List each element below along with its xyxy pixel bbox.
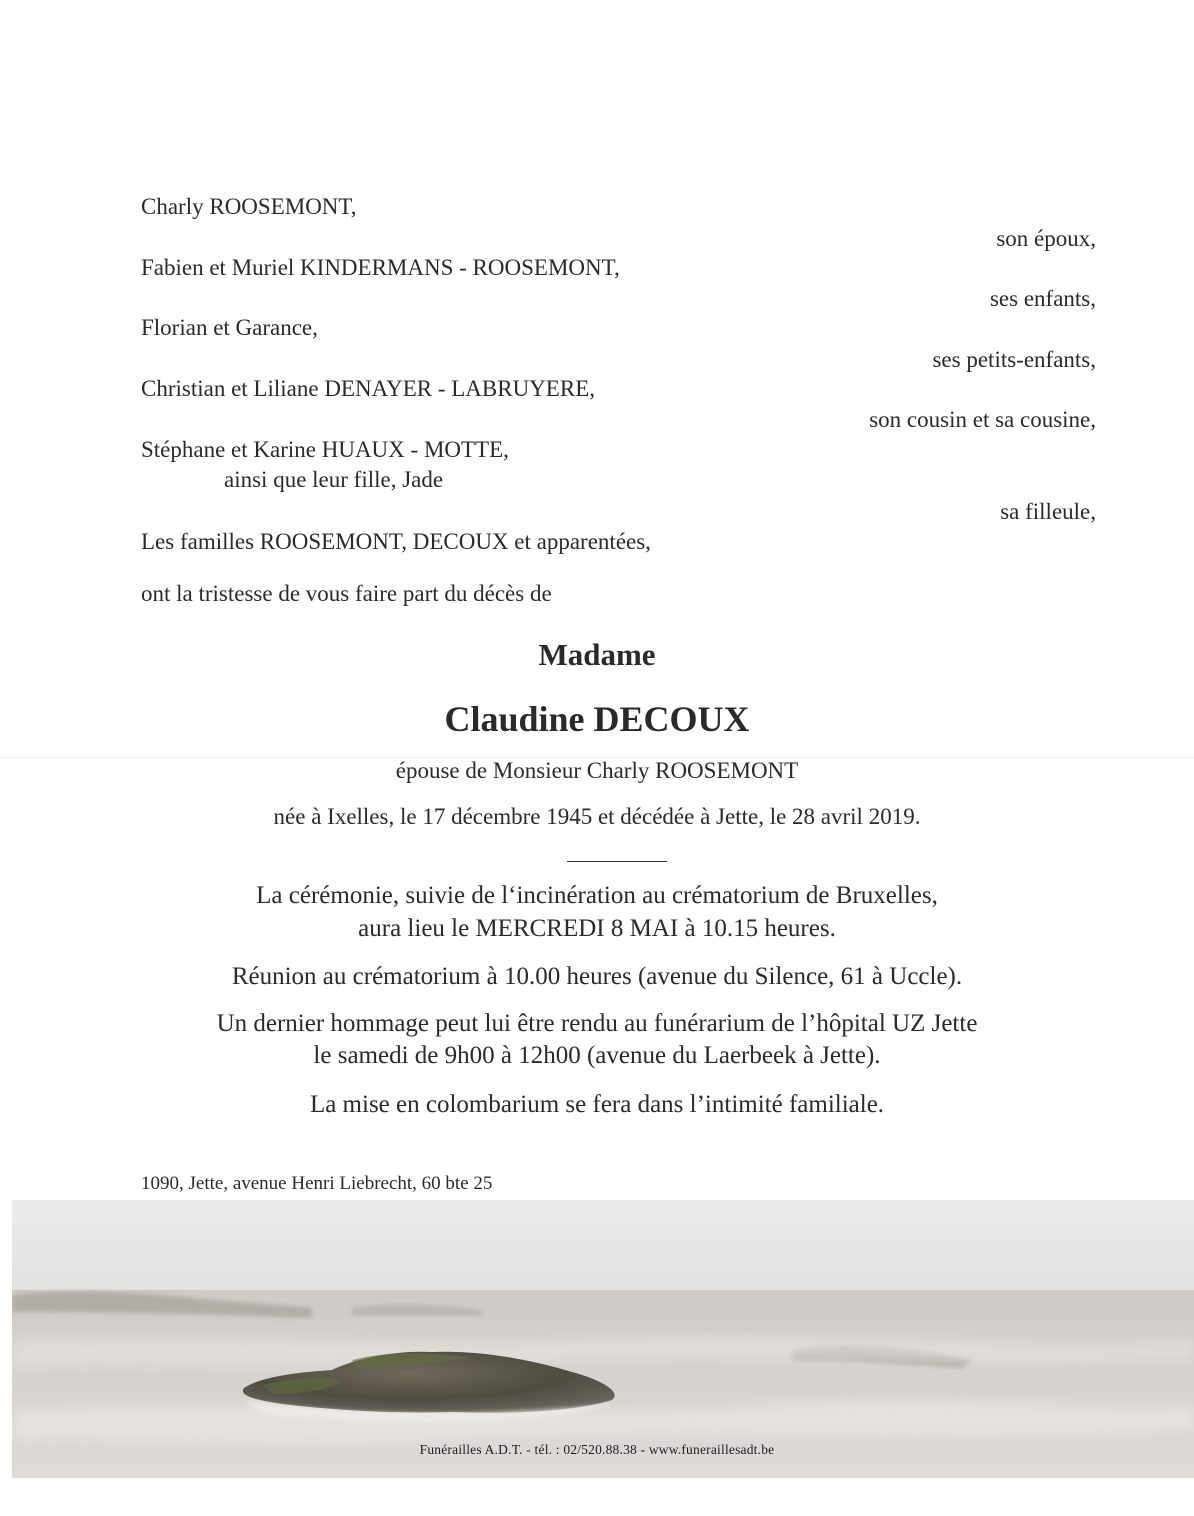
ceremony-line: aura lieu le MERCREDI 8 MAI à 10.15 heures.: [358, 915, 836, 942]
relation-label: son cousin et sa cousine,: [869, 407, 1096, 432]
spouse-line: épouse de Monsieur Charly ROOSEMONT: [395, 758, 799, 783]
family-member-line: Les familles ROOSEMONT, DECOUX et apparentées,: [141, 529, 651, 554]
family-member-subline: ainsi que leur fille, Jade: [224, 467, 444, 492]
relation-label: sa filleule,: [1000, 499, 1096, 524]
family-member-line: Stéphane et Karine HUAUX - MOTTE,: [141, 437, 509, 462]
homage-line: le samedi de 9h00 à 12h00 (avenue du Laerbeek à Jette).: [313, 1042, 881, 1069]
announcement-intro: ont la tristesse de vous faire part du décès de: [141, 581, 552, 606]
homage-line: Un dernier hommage peut lui être rendu au funérarium de l’hôpital UZ Jette: [216, 1010, 978, 1037]
relation-label: ses enfants,: [989, 286, 1096, 311]
address: 1090, Jette, avenue Henri Liebrecht, 60 bte 25: [141, 1173, 493, 1194]
section-divider: [567, 861, 667, 862]
family-member-line: Charly ROOSEMONT,: [141, 194, 357, 219]
reunion-line: Réunion au crématorium à 10.00 heures (avenue du Silence, 61 à Uccle).: [231, 963, 963, 990]
seascape-image: [12, 1200, 1194, 1478]
columbarium-line: La mise en colombarium se fera dans l’intimité familiale.: [309, 1091, 885, 1118]
dates-line: née à Ixelles, le 17 décembre 1945 et décédée à Jette, le 28 avril 2019.: [273, 804, 921, 829]
relation-label: ses petits-enfants,: [932, 347, 1096, 372]
funeral-home-credit: Funérailles A.D.T. - tél. : 02/520.88.38 - www.funeraillesadt.be: [419, 1442, 775, 1457]
honorific: Madame: [538, 637, 656, 672]
family-member-line: Christian et Liliane DENAYER - LABRUYERE,: [141, 376, 595, 401]
family-member-line: Fabien et Muriel KINDERMANS - ROOSEMONT,: [141, 255, 620, 280]
ceremony-line: La cérémonie, suivie de l‘incinération au crématorium de Bruxelles,: [256, 882, 938, 909]
deceased-name: Claudine DECOUX: [444, 699, 750, 739]
relation-label: son époux,: [996, 226, 1096, 251]
family-member-line: Florian et Garance,: [141, 315, 318, 340]
